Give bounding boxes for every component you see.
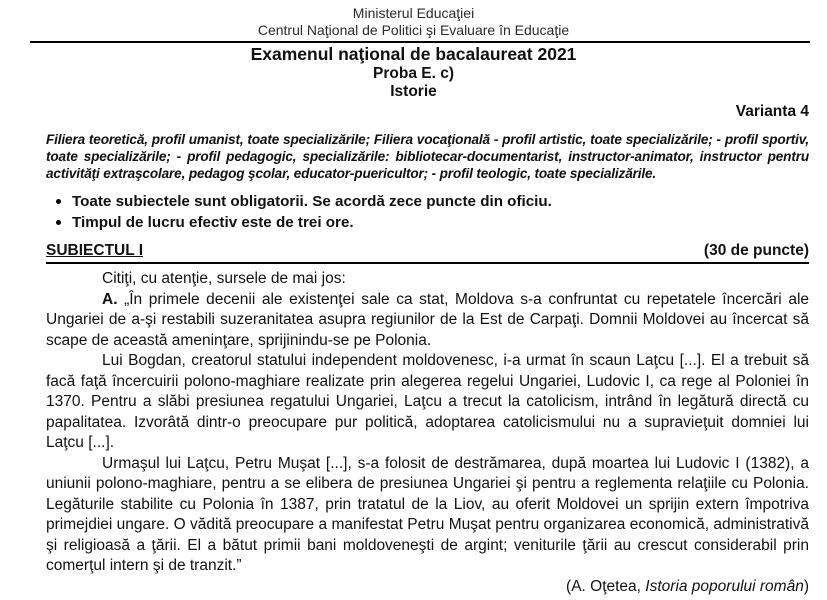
section-header: [46, 242, 809, 264]
source-paragraph: Urmaşul lui Laţcu, Petru Muşat [...], s-a folosit de destrămarea, după moartea lui Ludovic I (1382), a uniunii polono-maghiare, pentru a se elibera de presiunea Ungariei şi pentru a reglementa relaţiile cu Polonia. Legăturile stabilite cu Polonia în 1387, prin tratatul de la Liov, au oferit Moldovei un sprijin extern împotriva primejdiei ungare. O vădită preocupare a manifestat Petru Muşat pentru organizarea economică, administrativă şi religioasă a ţării. El a bătut primii bani moldoveneşti de argint; veniturile ţării au crescut considerabil prin comerţul intern şi de tranzit.”: [46, 454, 809, 574]
source-a-label: A.: [102, 290, 118, 308]
source-a-paragraph: [46, 290, 809, 352]
section-title: SUBIECTUL I: [46, 242, 144, 259]
instructions-list: [46, 191, 809, 233]
exam-proba: Proba E. c): [373, 65, 454, 82]
variant-label: Varianta 4: [735, 103, 809, 120]
national-center-line: Centrul Naţional de Politici şi Evaluare în Educaţie: [257, 22, 570, 38]
source-paragraph: Lui Bogdan, creatorul statului independent moldovenesc, i-a urmat în scaun Laţcu [...]. El a trebuit să facă faţă încercuirii polono-maghiare realizate prin alegerea regelui Ungariei, Ludovic I, ca rege al Poloniei în 1370. Pentru a slăbi presiunea regatului Ungariei, Laţcu a trecut la catolicism, intrând în legătură directă cu papalitatea. Izvorâtă dintr-o preocupare pur politică, adoptarea catolicismului nu a supravieţuit domniei lui Laţcu [...].: [46, 352, 809, 451]
attribution-work-title: Istoria poporului român: [645, 577, 804, 595]
attribution-prefix: (A. Oţetea,: [566, 577, 646, 595]
instruction-item: Toate subiectele sunt obligatorii. Se acordă zece puncte din oficiu.: [46, 191, 809, 212]
instruction-item: Timpul de lucru efectiv este de trei ore.: [46, 212, 809, 233]
exam-title: Examenul naţional de bacalaureat 2021: [250, 44, 577, 64]
document-header: [0, 5, 827, 39]
variant-row: [0, 103, 827, 121]
exam-title-block: [0, 44, 827, 100]
section-points: (30 de puncte): [703, 242, 809, 259]
intro-line: Citiţi, cu atenţie, sursele de mai jos:: [102, 270, 346, 287]
attribution-suffix: ): [803, 577, 809, 595]
header-divider: [30, 41, 810, 43]
source-a-text: „În primele decenii ale existenţei sale ca stat, Moldova s-a confruntat cu repetatele încercări ale Ungariei de a-şi restabili suzeranitatea asupra regiunilor de la Est de Carpaţi. Domnii Moldovei au încercat să scape de această ameninţare, sprijinindu-se pe Polonia.: [46, 290, 810, 349]
filiera-note: Filiera teoretică, profil umanist, toate specializările; Filiera vocaţională - profil artistic, toate specializările; - profil sportiv, toate specializările; - profil pedagogic, specializările: bibliotecar-documentarist, instructor-animator, instructor pentru activităţi extraşcolare, pedagog şcolar, educator-puericultor; - profil teologic, toate specializările.: [46, 132, 809, 181]
attribution-line: [46, 577, 809, 598]
document-content: [46, 131, 809, 597]
ministry-line: Ministerul Educaţiei: [352, 5, 475, 21]
exam-subject: Istorie: [390, 83, 437, 100]
